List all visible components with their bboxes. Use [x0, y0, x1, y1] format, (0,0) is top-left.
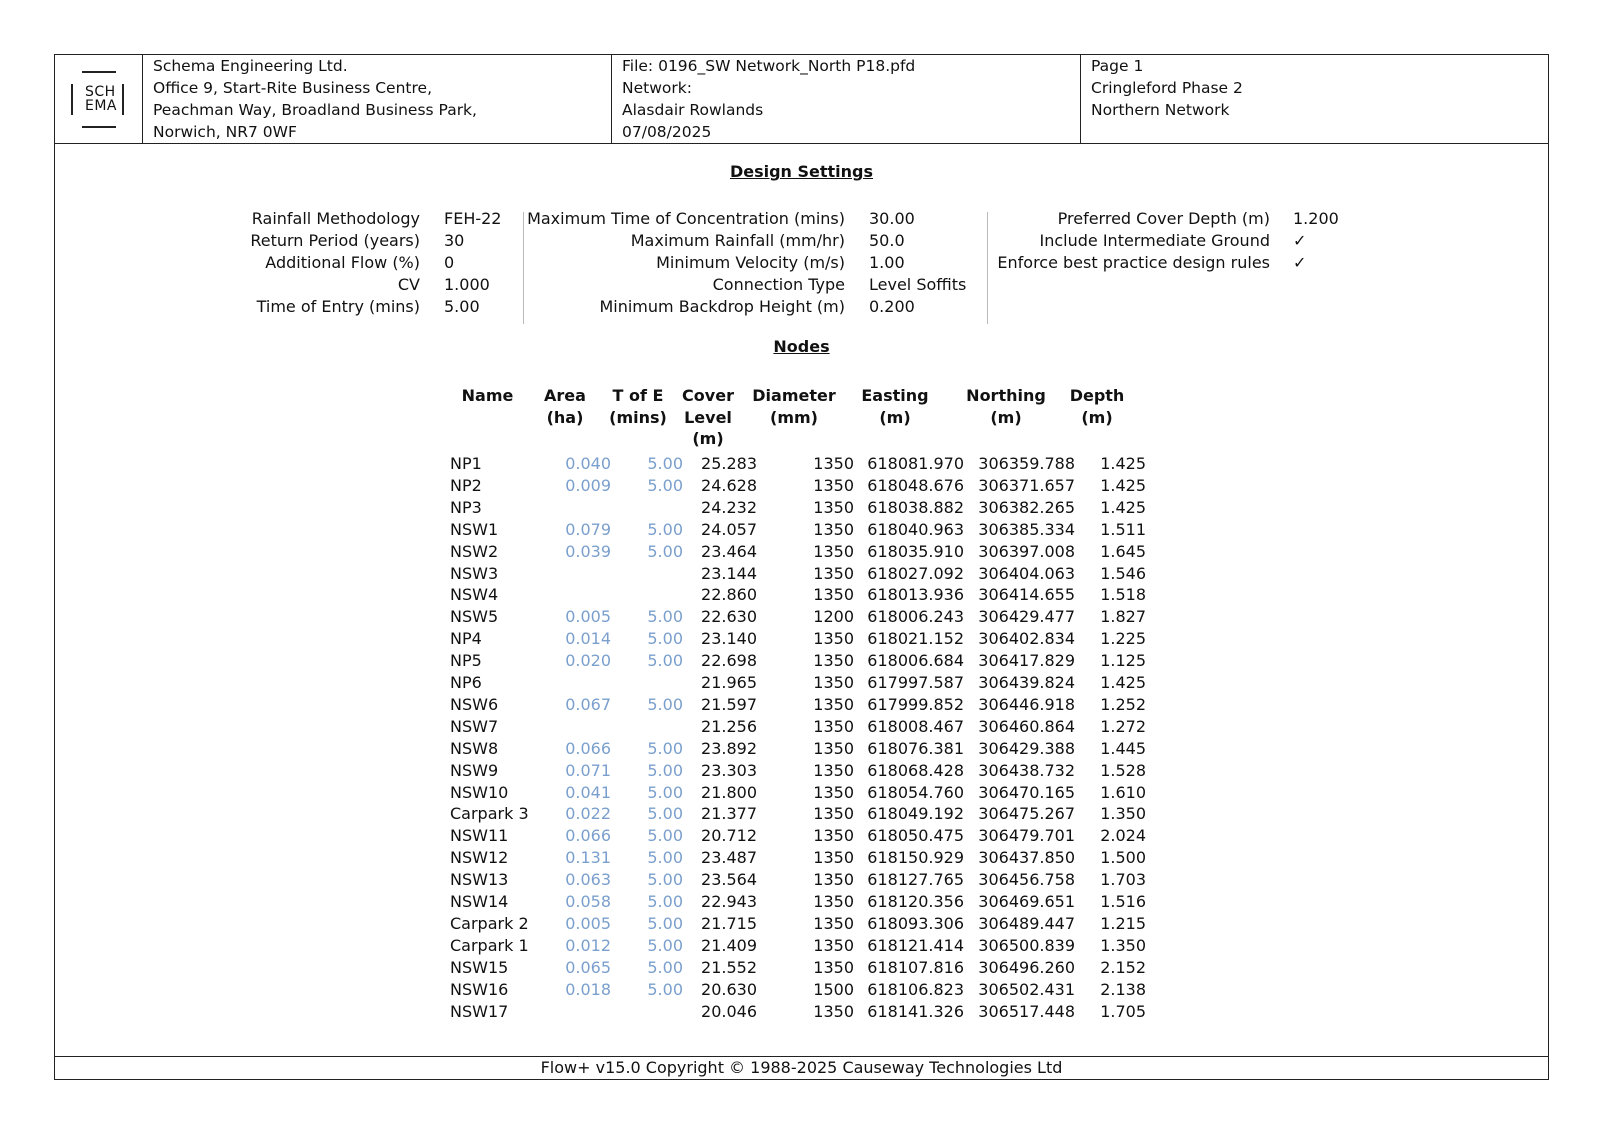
setting-label: Enforce best practice design rules	[997, 253, 1270, 272]
node-cover-level: 22.943	[701, 892, 757, 911]
network-name: Northern Network	[1091, 101, 1230, 119]
node-easting: 618040.963	[867, 519, 964, 539]
node-area: 0.066	[565, 826, 611, 846]
node-cover-level: 21.377	[701, 804, 757, 824]
node-northing: 306402.834	[978, 629, 1075, 649]
table-row	[55, 738, 1550, 760]
node-easting: 618150.929	[867, 848, 964, 868]
setting-value: 30.00	[869, 209, 915, 228]
check-icon: ✓	[1293, 253, 1307, 272]
node-diameter: 1350	[813, 519, 854, 539]
node-diameter: 1350	[813, 497, 854, 517]
node-area: 0.012	[565, 935, 611, 955]
node-time-of-entry: 5.00	[647, 979, 683, 999]
node-area: 0.039	[565, 541, 611, 561]
node-diameter: 1350	[813, 585, 854, 605]
node-depth: 2.152	[1100, 957, 1146, 977]
node-northing: 306404.063	[978, 563, 1075, 583]
table-row	[55, 716, 1550, 738]
node-depth: 2.138	[1100, 979, 1146, 999]
col-header-area: Area (ha)	[544, 386, 586, 427]
node-name: NSW13	[450, 870, 509, 890]
node-easting: 618068.428	[867, 760, 964, 780]
node-diameter: 1350	[813, 454, 854, 473]
table-row	[55, 519, 1550, 541]
design-settings-title: Design Settings	[729, 162, 874, 181]
node-diameter: 1350	[813, 826, 854, 846]
node-area: 0.020	[565, 651, 611, 671]
setting-label: Minimum Velocity (m/s)	[656, 253, 845, 272]
node-northing: 306397.008	[978, 541, 1075, 561]
node-diameter: 1350	[813, 913, 854, 933]
setting-value: FEH-22	[444, 209, 502, 228]
company-address-2: Peachman Way, Broadland Business Park,	[153, 101, 477, 119]
node-cover-level: 23.892	[701, 738, 757, 758]
node-time-of-entry	[615, 1001, 683, 1023]
author: Alasdair Rowlands	[622, 101, 764, 119]
node-depth: 1.610	[1100, 782, 1146, 802]
node-name: Carpark 2	[450, 913, 529, 933]
node-time-of-entry: 5.00	[647, 541, 683, 561]
node-area: 0.065	[565, 957, 611, 977]
setting-label: Rainfall Methodology	[251, 209, 420, 228]
page-number: Page 1	[1091, 57, 1144, 75]
node-cover-level: 21.597	[701, 694, 757, 714]
node-easting: 618008.467	[867, 716, 964, 736]
node-easting: 618081.970	[867, 454, 964, 473]
node-easting: 618127.765	[867, 870, 964, 890]
node-time-of-entry: 5.00	[647, 892, 683, 911]
node-cover-level: 22.698	[701, 651, 757, 671]
node-northing: 306429.477	[978, 607, 1075, 627]
node-diameter: 1350	[813, 694, 854, 714]
node-easting: 618106.823	[867, 979, 964, 999]
node-depth: 1.425	[1100, 497, 1146, 517]
file-info	[612, 55, 1081, 143]
node-area	[531, 716, 611, 738]
node-name: NSW4	[450, 585, 499, 605]
node-cover-level: 23.487	[701, 848, 757, 868]
table-row	[55, 847, 1550, 869]
col-header-northing: Northing (m)	[966, 386, 1046, 427]
company-address-1: Office 9, Start-Rite Business Centre,	[153, 79, 432, 97]
node-time-of-entry: 5.00	[647, 957, 683, 977]
table-row	[55, 672, 1550, 694]
node-area	[531, 563, 611, 585]
node-time-of-entry: 5.00	[647, 848, 683, 868]
table-row	[55, 628, 1550, 650]
node-time-of-entry: 5.00	[647, 519, 683, 539]
node-cover-level: 24.628	[701, 475, 757, 495]
table-row	[55, 935, 1550, 957]
node-northing: 306417.829	[978, 651, 1075, 671]
node-cover-level: 24.057	[701, 519, 757, 539]
node-diameter: 1350	[813, 892, 854, 911]
node-easting: 618050.475	[867, 826, 964, 846]
setting-value: 1.200	[1293, 209, 1339, 228]
node-easting: 617999.852	[867, 694, 964, 714]
node-name: NSW10	[450, 782, 509, 802]
file-name: File: 0196_SW Network_North P18.pfd	[622, 57, 916, 75]
node-depth: 1.272	[1100, 716, 1146, 736]
check-icon: ✓	[1293, 231, 1307, 250]
node-name: NSW11	[450, 826, 509, 846]
node-northing: 306479.701	[978, 826, 1075, 846]
node-northing: 306460.864	[978, 716, 1075, 736]
node-time-of-entry	[615, 584, 683, 606]
node-diameter: 1350	[813, 957, 854, 977]
node-time-of-entry: 5.00	[647, 629, 683, 649]
node-diameter: 1350	[813, 1001, 854, 1021]
node-easting: 618093.306	[867, 913, 964, 933]
node-diameter: 1350	[813, 673, 854, 692]
company-name: Schema Engineering Ltd.	[153, 57, 348, 75]
project-name: Cringleford Phase 2	[1091, 79, 1243, 97]
table-row	[55, 782, 1550, 804]
node-easting: 618076.381	[867, 738, 964, 758]
node-depth: 1.703	[1100, 870, 1146, 890]
node-time-of-entry: 5.00	[647, 694, 683, 714]
logo-left-bar	[71, 84, 73, 115]
node-name: NSW2	[450, 541, 499, 561]
node-cover-level: 21.800	[701, 782, 757, 802]
node-cover-level: 20.712	[701, 826, 757, 846]
setting-value: 5.00	[444, 297, 480, 316]
node-depth: 1.425	[1100, 454, 1146, 473]
node-northing: 306470.165	[978, 782, 1075, 802]
table-row	[55, 497, 1550, 519]
node-time-of-entry: 5.00	[647, 782, 683, 802]
node-name: NP5	[450, 651, 482, 671]
node-northing: 306502.431	[978, 979, 1075, 999]
table-row	[55, 694, 1550, 716]
table-row	[55, 606, 1550, 628]
node-cover-level: 23.140	[701, 629, 757, 649]
node-easting: 618121.414	[867, 935, 964, 955]
node-cover-level: 21.409	[701, 935, 757, 955]
report-date: 07/08/2025	[622, 123, 712, 141]
node-diameter: 1350	[813, 870, 854, 890]
setting-value: 30	[444, 231, 465, 250]
node-diameter: 1350	[813, 782, 854, 802]
page-info	[1081, 55, 1548, 143]
node-time-of-entry: 5.00	[647, 804, 683, 824]
node-easting: 618013.936	[867, 585, 964, 605]
table-row	[55, 891, 1550, 913]
node-depth: 1.528	[1100, 760, 1146, 780]
node-area: 0.071	[565, 760, 611, 780]
node-depth: 1.645	[1100, 541, 1146, 561]
logo-text-top: SCH	[85, 84, 116, 100]
node-area: 0.079	[565, 519, 611, 539]
node-northing: 306475.267	[978, 804, 1075, 824]
setting-label: CV	[397, 275, 420, 294]
setting-label: Additional Flow (%)	[265, 253, 420, 272]
nodes-title: Nodes	[773, 337, 830, 356]
table-row	[55, 650, 1550, 672]
node-time-of-entry: 5.00	[647, 935, 683, 955]
node-area: 0.014	[565, 629, 611, 649]
setting-value: 1.00	[869, 253, 905, 272]
network-label: Network:	[622, 79, 692, 97]
node-name: NSW12	[450, 848, 509, 868]
node-cover-level: 22.860	[701, 585, 757, 605]
node-name: NP2	[450, 475, 482, 495]
node-diameter: 1350	[813, 651, 854, 671]
node-depth: 1.511	[1100, 519, 1146, 539]
settings-divider	[523, 212, 524, 324]
table-row	[55, 869, 1550, 891]
node-northing: 306439.824	[978, 673, 1075, 692]
node-northing: 306438.732	[978, 760, 1075, 780]
col-header-cover-level: Cover Level (m)	[682, 386, 734, 448]
table-row	[55, 979, 1550, 1001]
logo-bottom-bar	[82, 126, 116, 128]
node-depth: 1.445	[1100, 738, 1146, 758]
node-name: NSW3	[450, 563, 499, 583]
node-area: 0.041	[565, 782, 611, 802]
node-time-of-entry: 5.00	[647, 738, 683, 758]
node-diameter: 1350	[813, 848, 854, 868]
node-diameter: 1350	[813, 935, 854, 955]
setting-label: Preferred Cover Depth (m)	[1057, 209, 1270, 228]
node-depth: 1.252	[1100, 694, 1146, 714]
node-depth: 1.350	[1100, 804, 1146, 824]
table-row	[55, 957, 1550, 979]
node-easting: 618049.192	[867, 804, 964, 824]
node-area	[531, 497, 611, 519]
node-northing: 306496.260	[978, 957, 1075, 977]
setting-label: Maximum Rainfall (mm/hr)	[630, 231, 845, 250]
node-name: Carpark 1	[450, 935, 529, 955]
company-address-3: Norwich, NR7 0WF	[153, 123, 297, 141]
logo-right-bar	[122, 84, 124, 115]
node-name: Carpark 3	[450, 804, 529, 824]
report-header	[55, 55, 1548, 144]
node-easting: 618006.243	[867, 607, 964, 627]
col-header-name: Name	[461, 386, 514, 405]
node-time-of-entry	[615, 716, 683, 738]
node-time-of-entry: 5.00	[647, 475, 683, 495]
setting-label: Include Intermediate Ground	[1039, 231, 1270, 250]
node-area: 0.131	[565, 848, 611, 868]
setting-value: 0	[444, 253, 455, 272]
report-page	[54, 54, 1549, 1080]
node-name: NP3	[450, 497, 482, 517]
nodes-table	[55, 385, 1550, 1025]
schema-logo	[55, 55, 143, 143]
node-easting: 618048.676	[867, 475, 964, 495]
node-easting: 618120.356	[867, 892, 964, 911]
node-depth: 1.215	[1100, 913, 1146, 933]
col-header-toe: T of E (mins)	[609, 386, 667, 427]
node-name: NP4	[450, 629, 482, 649]
node-easting: 618006.684	[867, 651, 964, 671]
node-time-of-entry: 5.00	[647, 454, 683, 473]
node-area: 0.005	[565, 913, 611, 933]
node-cover-level: 21.715	[701, 913, 757, 933]
node-cover-level: 23.303	[701, 760, 757, 780]
node-cover-level: 23.144	[701, 563, 757, 583]
node-name: NP6	[450, 673, 482, 692]
node-northing: 306382.265	[978, 497, 1075, 517]
node-time-of-entry: 5.00	[647, 913, 683, 933]
node-northing: 306456.758	[978, 870, 1075, 890]
node-name: NSW16	[450, 979, 509, 999]
node-diameter: 1350	[813, 629, 854, 649]
setting-value: 50.0	[869, 231, 905, 250]
node-northing: 306429.388	[978, 738, 1075, 758]
node-cover-level: 20.630	[701, 979, 757, 999]
node-name: NSW8	[450, 738, 499, 758]
node-area	[531, 1001, 611, 1023]
node-time-of-entry	[615, 672, 683, 694]
node-depth: 2.024	[1100, 826, 1146, 846]
node-area: 0.018	[565, 979, 611, 999]
node-name: NP1	[450, 454, 482, 473]
node-name: NSW6	[450, 694, 499, 714]
settings-divider	[987, 212, 988, 324]
node-depth: 1.516	[1100, 892, 1146, 911]
node-time-of-entry	[615, 563, 683, 585]
node-diameter: 1350	[813, 804, 854, 824]
table-row	[55, 825, 1550, 847]
node-time-of-entry: 5.00	[647, 651, 683, 671]
setting-label: Connection Type	[712, 275, 845, 294]
footer-copyright: Flow+ v15.0 Copyright © 1988-2025 Causeway Technologies Ltd	[55, 1056, 1548, 1079]
node-depth: 1.705	[1100, 1001, 1146, 1021]
node-northing: 306469.651	[978, 892, 1075, 911]
node-name: NSW7	[450, 716, 499, 736]
table-row	[55, 1001, 1550, 1023]
node-area: 0.067	[565, 694, 611, 714]
node-northing: 306385.334	[978, 519, 1075, 539]
node-diameter: 1350	[813, 716, 854, 736]
node-diameter: 1350	[813, 738, 854, 758]
node-name: NSW5	[450, 607, 499, 627]
node-name: NSW9	[450, 760, 499, 780]
node-cover-level: 23.464	[701, 541, 757, 561]
node-diameter: 1350	[813, 563, 854, 583]
node-time-of-entry	[615, 497, 683, 519]
node-easting: 618027.092	[867, 563, 964, 583]
node-diameter: 1200	[813, 607, 854, 627]
node-cover-level: 21.256	[701, 716, 757, 736]
table-row	[55, 913, 1550, 935]
node-area: 0.040	[565, 454, 611, 473]
node-cover-level: 21.965	[701, 673, 757, 692]
table-row	[55, 541, 1550, 563]
node-time-of-entry: 5.00	[647, 826, 683, 846]
col-header-depth: Depth (m)	[1069, 386, 1125, 427]
node-area: 0.058	[565, 892, 611, 911]
node-easting: 618107.816	[867, 957, 964, 977]
table-row	[55, 760, 1550, 782]
node-cover-level: 24.232	[701, 497, 757, 517]
node-easting: 618141.326	[867, 1001, 964, 1021]
node-area	[531, 672, 611, 694]
node-cover-level: 20.046	[701, 1001, 757, 1021]
node-depth: 1.827	[1100, 607, 1146, 627]
node-depth: 1.546	[1100, 563, 1146, 583]
setting-value: 0.200	[869, 297, 915, 316]
node-northing: 306414.655	[978, 585, 1075, 605]
node-name: NSW14	[450, 892, 509, 911]
table-row	[55, 453, 1550, 475]
col-header-easting: Easting (m)	[861, 386, 929, 427]
node-cover-level: 23.564	[701, 870, 757, 890]
node-area: 0.009	[565, 475, 611, 495]
node-northing: 306500.839	[978, 935, 1075, 955]
node-northing: 306517.448	[978, 1001, 1075, 1021]
node-name: NSW15	[450, 957, 509, 977]
logo-text-bottom: EMA	[85, 98, 118, 114]
node-easting: 618054.760	[867, 782, 964, 802]
setting-label: Minimum Backdrop Height (m)	[599, 297, 845, 316]
setting-label: Return Period (years)	[250, 231, 420, 250]
node-easting: 618035.910	[867, 541, 964, 561]
node-cover-level: 21.552	[701, 957, 757, 977]
node-area: 0.066	[565, 738, 611, 758]
node-depth: 1.518	[1100, 585, 1146, 605]
node-depth: 1.225	[1100, 629, 1146, 649]
node-area	[531, 584, 611, 606]
node-easting: 618021.152	[867, 629, 964, 649]
col-header-diameter: Diameter (mm)	[752, 386, 836, 427]
node-area: 0.022	[565, 804, 611, 824]
node-time-of-entry: 5.00	[647, 870, 683, 890]
node-time-of-entry: 5.00	[647, 760, 683, 780]
node-diameter: 1350	[813, 541, 854, 561]
node-depth: 1.425	[1100, 475, 1146, 495]
setting-value: 1.000	[444, 275, 490, 294]
logo-top-bar	[82, 71, 116, 73]
node-area: 0.063	[565, 870, 611, 890]
node-easting: 618038.882	[867, 497, 964, 517]
node-depth: 1.125	[1100, 651, 1146, 671]
node-northing: 306489.447	[978, 913, 1075, 933]
node-depth: 1.425	[1100, 673, 1146, 692]
table-row	[55, 803, 1550, 825]
table-row	[55, 475, 1550, 497]
node-easting: 617997.587	[867, 673, 964, 692]
node-name: NSW17	[450, 1001, 509, 1021]
setting-label: Maximum Time of Concentration (mins)	[527, 209, 845, 228]
node-diameter: 1350	[813, 760, 854, 780]
node-area: 0.005	[565, 607, 611, 627]
node-time-of-entry: 5.00	[647, 607, 683, 627]
node-diameter: 1350	[813, 475, 854, 495]
node-cover-level: 22.630	[701, 607, 757, 627]
node-northing: 306437.850	[978, 848, 1075, 868]
table-row	[55, 563, 1550, 585]
node-northing: 306446.918	[978, 694, 1075, 714]
node-northing: 306371.657	[978, 475, 1075, 495]
node-depth: 1.350	[1100, 935, 1146, 955]
node-cover-level: 25.283	[701, 454, 757, 473]
node-diameter: 1500	[813, 979, 854, 999]
setting-label: Time of Entry (mins)	[256, 297, 420, 316]
node-depth: 1.500	[1100, 848, 1146, 868]
company-info	[143, 55, 612, 143]
table-row	[55, 584, 1550, 606]
node-name: NSW1	[450, 519, 499, 539]
node-northing: 306359.788	[978, 454, 1075, 473]
setting-value: Level Soffits	[869, 275, 967, 294]
